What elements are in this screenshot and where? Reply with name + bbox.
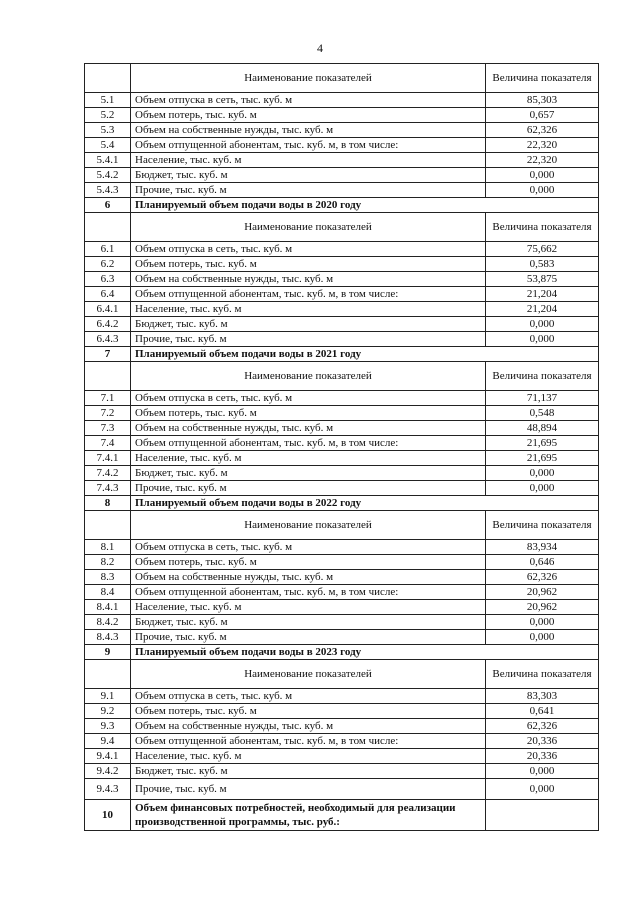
row-name: Прочие, тыс. куб. м [131,183,486,198]
header-name: Наименование показателей [131,362,486,391]
row-number: 8.4.3 [85,630,131,645]
row-name: Объем потерь, тыс. куб. м [131,108,486,123]
header-number-cell [85,362,131,391]
row-name: Объем отпуска в сеть, тыс. куб. м [131,242,486,257]
header-value: Величина показателя [486,362,599,391]
row-name: Объем отпущенной абонентам, тыс. куб. м, в том числе: [131,138,486,153]
section-title-blank [486,198,599,213]
header-number-cell [85,660,131,689]
row-number: 9.4.3 [85,779,131,800]
table-row [85,317,599,332]
table-row [85,123,599,138]
row-value: 0,000 [486,779,599,800]
section-number: 6 [85,198,131,213]
row-value: 21,204 [486,302,599,317]
row-value: 0,000 [486,481,599,496]
row-value: 83,934 [486,540,599,555]
row-number: 7.4.2 [85,466,131,481]
row-value: 48,894 [486,421,599,436]
row-value: 22,320 [486,153,599,168]
row-number: 9.3 [85,719,131,734]
row-number: 7.3 [85,421,131,436]
section-number: 9 [85,645,131,660]
table-row [85,570,599,585]
table-row [85,168,599,183]
row-number: 6.4.2 [85,317,131,332]
row-number: 9.2 [85,704,131,719]
table-row [85,451,599,466]
row-number: 5.4.3 [85,183,131,198]
row-name: Объем на собственные нужды, тыс. куб. м [131,570,486,585]
table-row [85,600,599,615]
row-name: Объем потерь, тыс. куб. м [131,406,486,421]
row-value: 0,548 [486,406,599,421]
table-header-row [85,362,599,391]
section-number: 7 [85,347,131,362]
row-name: Население, тыс. куб. м [131,153,486,168]
row-number: 5.2 [85,108,131,123]
row-number: 9.4.2 [85,764,131,779]
row-value: 0,657 [486,108,599,123]
row-name: Объем на собственные нужды, тыс. куб. м [131,421,486,436]
row-number: 5.4.2 [85,168,131,183]
row-number: 9.1 [85,689,131,704]
row-name: Население, тыс. куб. м [131,302,486,317]
header-number-cell [85,64,131,93]
section-title-blank [486,645,599,660]
row-name: Прочие, тыс. куб. м [131,332,486,347]
row-number: 6.4.3 [85,332,131,347]
row-name: Бюджет, тыс. куб. м [131,317,486,332]
table-header-row [85,660,599,689]
row-name: Прочие, тыс. куб. м [131,630,486,645]
row-value: 0,000 [486,615,599,630]
row-name: Объем отпущенной абонентам, тыс. куб. м, в том числе: [131,436,486,451]
table-row [85,257,599,272]
row-name: Объем отпуска в сеть, тыс. куб. м [131,93,486,108]
row-value: 83,303 [486,689,599,704]
table-row [85,93,599,108]
row-name: Объем потерь, тыс. куб. м [131,704,486,719]
table-row [85,719,599,734]
row-number: 5.3 [85,123,131,138]
section-title-blank [486,496,599,511]
row-value: 0,000 [486,630,599,645]
section-number: 8 [85,496,131,511]
row-name: Бюджет, тыс. куб. м [131,615,486,630]
table-row [85,332,599,347]
table-row [85,540,599,555]
header-value: Величина показателя [486,511,599,540]
row-number: 6.3 [85,272,131,287]
row-value: 0,000 [486,332,599,347]
row-number: 6.4.1 [85,302,131,317]
row-value: 0,000 [486,466,599,481]
row-name: Прочие, тыс. куб. м [131,779,486,800]
table-row [85,108,599,123]
section-title-row [85,645,599,660]
row-number: 9.4 [85,734,131,749]
header-value: Величина показателя [486,213,599,242]
row-number: 7.4.3 [85,481,131,496]
section-title-row [85,347,599,362]
row-number: 6.4 [85,287,131,302]
row-name: Объем отпуска в сеть, тыс. куб. м [131,689,486,704]
financial-row-value [486,800,599,831]
row-number: 8.1 [85,540,131,555]
section-title-row [85,496,599,511]
row-name: Население, тыс. куб. м [131,749,486,764]
row-name: Объем отпуска в сеть, тыс. куб. м [131,540,486,555]
financial-row-number: 10 [85,800,131,831]
row-number: 8.3 [85,570,131,585]
header-name: Наименование показателей [131,64,486,93]
row-name: Население, тыс. куб. м [131,600,486,615]
row-value: 20,962 [486,600,599,615]
row-number: 8.4.2 [85,615,131,630]
row-number: 7.2 [85,406,131,421]
row-name: Объем на собственные нужды, тыс. куб. м [131,719,486,734]
row-value: 22,320 [486,138,599,153]
table-row [85,183,599,198]
header-value: Величина показателя [486,660,599,689]
section-title: Планируемый объем подачи воды в 2022 году [131,496,486,511]
table-row [85,138,599,153]
table-row [85,153,599,168]
row-name: Объем потерь, тыс. куб. м [131,555,486,570]
table-row [85,749,599,764]
row-value: 20,336 [486,749,599,764]
row-number: 5.1 [85,93,131,108]
row-name: Объем на собственные нужды, тыс. куб. м [131,123,486,138]
row-value: 75,662 [486,242,599,257]
table-header-row [85,213,599,242]
row-value: 0,000 [486,183,599,198]
row-value: 85,303 [486,93,599,108]
row-name: Бюджет, тыс. куб. м [131,466,486,481]
row-number: 7.4.1 [85,451,131,466]
table-row [85,481,599,496]
row-number: 9.4.1 [85,749,131,764]
header-number-cell [85,511,131,540]
row-value: 0,641 [486,704,599,719]
row-value: 21,204 [486,287,599,302]
section-title-row [85,198,599,213]
row-value: 62,326 [486,123,599,138]
table-row [85,615,599,630]
table-row [85,272,599,287]
row-name: Объем отпущенной абонентам, тыс. куб. м, в том числе: [131,734,486,749]
table-row [85,466,599,481]
row-name: Объем потерь, тыс. куб. м [131,257,486,272]
table-row [85,630,599,645]
row-number: 6.1 [85,242,131,257]
row-value: 0,000 [486,764,599,779]
row-name: Бюджет, тыс. куб. м [131,168,486,183]
row-number: 8.2 [85,555,131,570]
table-row [85,406,599,421]
row-name: Бюджет, тыс. куб. м [131,764,486,779]
row-value: 21,695 [486,436,599,451]
row-value: 0,000 [486,168,599,183]
section-title: Планируемый объем подачи воды в 2021 году [131,347,486,362]
table-row [85,287,599,302]
row-value: 20,336 [486,734,599,749]
table-row [85,242,599,257]
header-value: Величина показателя [486,64,599,93]
header-name: Наименование показателей [131,660,486,689]
section-title: Планируемый объем подачи воды в 2023 году [131,645,486,660]
row-value: 62,326 [486,570,599,585]
row-name: Объем отпущенной абонентам, тыс. куб. м, в том числе: [131,287,486,302]
table-row [85,689,599,704]
row-name: Население, тыс. куб. м [131,451,486,466]
table-row [85,555,599,570]
row-number: 6.2 [85,257,131,272]
table-row [85,436,599,451]
section-title-blank [486,347,599,362]
row-name: Прочие, тыс. куб. м [131,481,486,496]
table-row [85,302,599,317]
row-name: Объем отпуска в сеть, тыс. куб. м [131,391,486,406]
row-number: 7.1 [85,391,131,406]
row-number: 5.4 [85,138,131,153]
water-supply-table [84,63,599,831]
row-value: 21,695 [486,451,599,466]
header-number-cell [85,213,131,242]
table-row [85,421,599,436]
row-number: 7.4 [85,436,131,451]
financial-row-title: Объем финансовых потребностей, необходимый для реализации производственной программы, тыс. руб.: [131,800,486,831]
table-row [85,779,599,800]
table-row [85,585,599,600]
financial-needs-row [85,800,599,831]
table-row [85,391,599,406]
row-number: 8.4 [85,585,131,600]
table-row [85,764,599,779]
row-value: 71,137 [486,391,599,406]
row-name: Объем на собственные нужды, тыс. куб. м [131,272,486,287]
row-value: 62,326 [486,719,599,734]
table-row [85,704,599,719]
table-row [85,734,599,749]
header-name: Наименование показателей [131,213,486,242]
row-number: 8.4.1 [85,600,131,615]
page-number: 4 [317,41,323,55]
section-title: Планируемый объем подачи воды в 2020 году [131,198,486,213]
header-name: Наименование показателей [131,511,486,540]
table-header-row [85,511,599,540]
row-value: 0,583 [486,257,599,272]
row-value: 53,875 [486,272,599,287]
row-value: 20,962 [486,585,599,600]
row-value: 0,646 [486,555,599,570]
row-name: Объем отпущенной абонентам, тыс. куб. м, в том числе: [131,585,486,600]
row-value: 0,000 [486,317,599,332]
table-header-row [85,64,599,93]
row-number: 5.4.1 [85,153,131,168]
